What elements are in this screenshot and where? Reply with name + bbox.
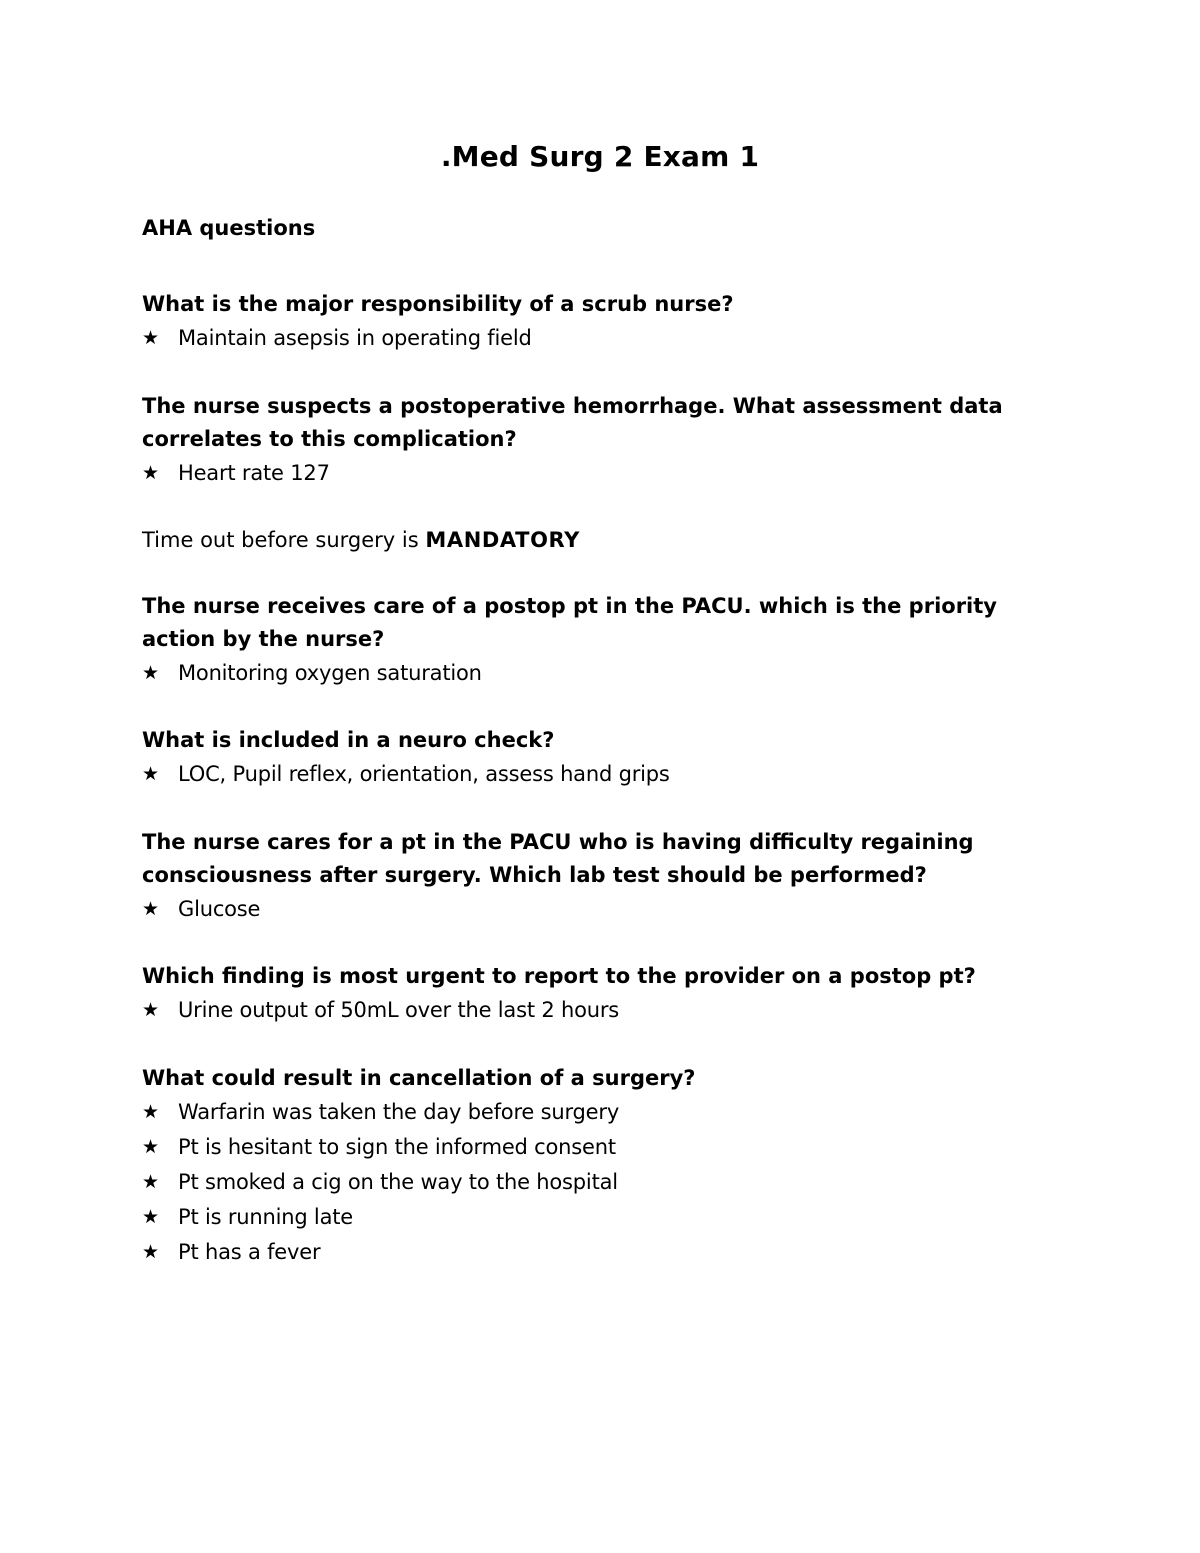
answer-list: [142, 1095, 1042, 1270]
star-bullet-icon: ★: [142, 763, 159, 785]
star-bullet-icon: ★: [142, 462, 159, 484]
answer-item: [142, 1130, 1042, 1165]
question-text: What could result in cancellation of a surgery?: [142, 1066, 696, 1090]
section-heading: AHA questions: [142, 216, 316, 240]
question-block-7: [142, 1062, 1042, 1270]
answer-list: [142, 456, 1042, 491]
question-text: Which finding is most urgent to report to the provider on a postop pt?: [142, 964, 976, 988]
answer-text: Glucose: [178, 897, 261, 921]
star-bullet-icon: ★: [142, 999, 159, 1021]
question-text: The nurse suspects a postoperative hemorrhage. What assessment data correlates to this complication?: [142, 394, 1003, 451]
star-bullet-icon: ★: [142, 1241, 159, 1263]
question-text: What is included in a neuro check?: [142, 728, 555, 752]
answer-item: [142, 757, 1042, 792]
star-bullet-icon: ★: [142, 898, 159, 920]
answer-text: LOC, Pupil reflex, orientation, assess hand grips: [178, 762, 670, 786]
star-bullet-icon: ★: [142, 1101, 159, 1123]
star-bullet-icon: ★: [142, 1171, 159, 1193]
answer-item: [142, 1200, 1042, 1235]
answer-item: [142, 993, 1042, 1028]
question-block-3: [142, 590, 1042, 691]
star-bullet-icon: ★: [142, 662, 159, 684]
star-bullet-icon: ★: [142, 1206, 159, 1228]
question-block-6: [142, 960, 1042, 1028]
answer-text: Heart rate 127: [178, 461, 330, 485]
question-block-4: [142, 724, 1042, 792]
star-bullet-icon: ★: [142, 1136, 159, 1158]
answer-item: [142, 1235, 1042, 1270]
question-text: The nurse cares for a pt in the PACU who is having difficulty regaining consciousness after surgery. Which lab test should be performed?: [142, 830, 974, 887]
answer-list: [142, 993, 1042, 1028]
answer-text: Pt is hesitant to sign the informed consent: [178, 1135, 616, 1159]
answer-list: [142, 892, 1042, 927]
answer-list: [142, 656, 1042, 691]
answer-item: [142, 321, 1042, 356]
question-block-2: [142, 390, 1042, 491]
question-block-1: [142, 288, 1042, 356]
answer-item: [142, 656, 1042, 691]
answer-item: [142, 1165, 1042, 1200]
answer-item: [142, 892, 1042, 927]
answer-item: [142, 456, 1042, 491]
answer-list: [142, 321, 1042, 356]
answer-item: [142, 1095, 1042, 1130]
answer-text: Maintain asepsis in operating field: [178, 326, 532, 350]
question-text: The nurse receives care of a postop pt in the PACU. which is the priority action by the nurse?: [142, 594, 997, 651]
answer-text: Pt has a fever: [178, 1240, 321, 1264]
document-title: .Med Surg 2 Exam 1: [440, 140, 760, 173]
answer-text: Monitoring oxygen saturation: [178, 661, 482, 685]
answer-text: Urine output of 50mL over the last 2 hours: [178, 998, 620, 1022]
mandatory-note: [142, 524, 1042, 557]
question-block-5: [142, 826, 1042, 927]
answer-text: Pt smoked a cig on the way to the hospital: [178, 1170, 618, 1194]
star-bullet-icon: ★: [142, 327, 159, 349]
note-emphasis: MANDATORY: [425, 528, 580, 552]
answer-text: Pt is running late: [178, 1205, 353, 1229]
note-text: Time out before surgery is: [142, 528, 426, 552]
answer-list: [142, 757, 1042, 792]
answer-text: Warfarin was taken the day before surgery: [178, 1100, 620, 1124]
question-text: What is the major responsibility of a scrub nurse?: [142, 292, 734, 316]
